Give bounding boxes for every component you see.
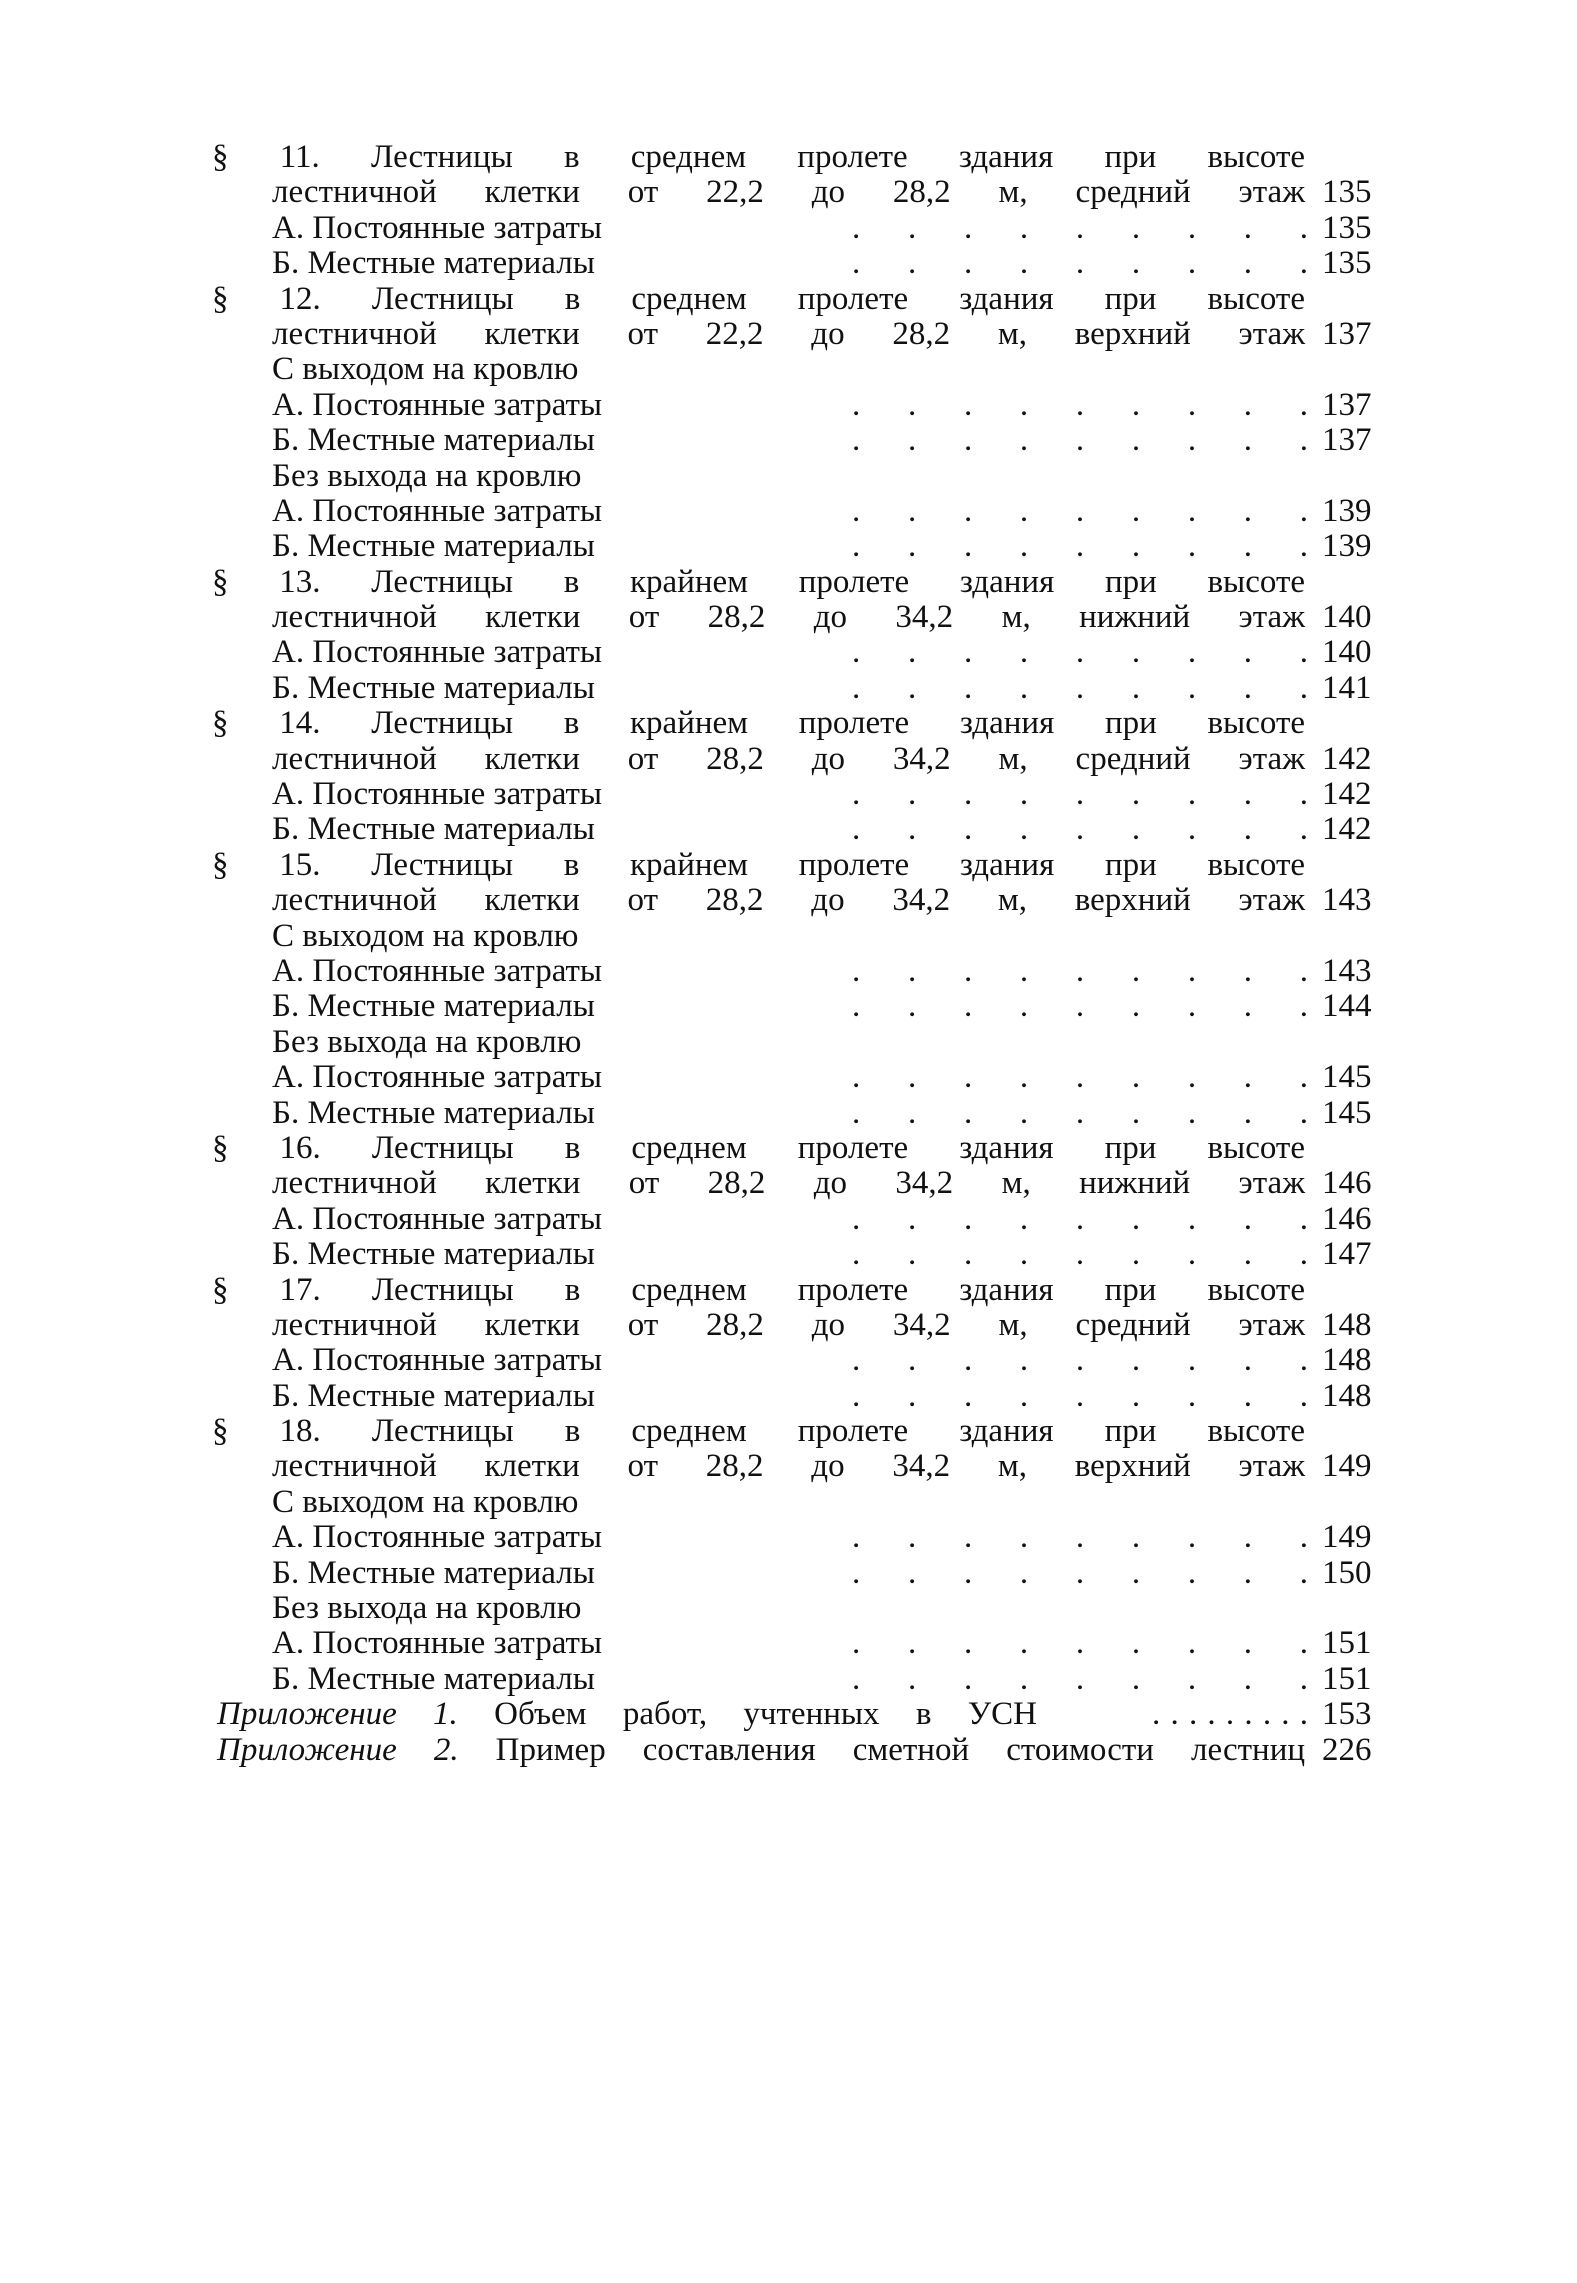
page-number: 148 <box>1322 1377 1372 1414</box>
entry-label: А. Постоянные затраты <box>272 1059 603 1096</box>
section-title-line <box>212 282 1305 317</box>
toc-entry <box>212 635 1392 670</box>
section-number: § 11. <box>212 139 320 175</box>
page-number: 144 <box>1322 988 1372 1025</box>
leader-dots: . . . . . . . . . <box>852 1377 1308 1414</box>
page-number: 137 <box>1322 386 1372 423</box>
toc-entry <box>212 1237 1392 1272</box>
page-number: 140 <box>1322 634 1372 671</box>
section-title-continuation: лестничной клетки от 28,2 до 34,2 м, средний этаж <box>272 740 1305 777</box>
entry-label: Б. Местные материалы <box>272 422 595 459</box>
section-heading <box>212 282 1392 317</box>
page-number: 139 <box>1322 528 1372 565</box>
section-title: Лестницы в среднем пролете здания при высоте <box>371 1129 1306 1166</box>
section-heading-continuation <box>212 1449 1392 1484</box>
page-number: 146 <box>1322 1165 1372 1202</box>
entry-label: А. Постоянные затраты <box>272 634 603 671</box>
section-heading <box>212 1414 1392 1449</box>
toc-entry <box>212 989 1392 1024</box>
section-title: Лестницы в крайнем пролете здания при высоте <box>371 705 1306 742</box>
toc-entry <box>212 1520 1392 1555</box>
subsection-title: Без выхода на кровлю <box>272 457 582 494</box>
leader-dots: . . . . . . . . . <box>852 669 1308 706</box>
section-title: Лестницы в среднем пролете здания при высоте <box>370 139 1306 175</box>
toc-entry <box>212 671 1392 706</box>
page-number: 139 <box>1322 492 1372 529</box>
leader-dots: . . . . . . . . . <box>852 386 1308 423</box>
entry-label: Б. Местные материалы <box>272 1236 595 1273</box>
entry-label: Б. Местные материалы <box>272 811 595 848</box>
leader-dots: . . . . . . . . . <box>852 776 1308 813</box>
page-number: 135 <box>1322 209 1372 246</box>
section-heading <box>212 140 1392 175</box>
subsection-title: С выходом на кровлю <box>272 1483 579 1520</box>
page-number: 145 <box>1322 1094 1372 1131</box>
section-title-line <box>212 140 1305 175</box>
appendix-title: Пример составления сметной стоимости лестниц <box>495 1731 1306 1768</box>
entry-label: А. Постоянные затраты <box>272 1342 603 1379</box>
subsection-heading <box>212 919 1392 954</box>
section-number: § 18. <box>212 1413 321 1450</box>
page-number: 150 <box>1322 1554 1372 1591</box>
toc-entry <box>212 1096 1392 1131</box>
leader-dots: . . . . . . . . . <box>852 1200 1308 1237</box>
leader-dots: . . . . . . . . . <box>852 634 1308 671</box>
section-title-line <box>212 565 1305 600</box>
leader-dots: . . . . . . . . . <box>852 209 1308 246</box>
leader-dots: . . . . . . . . . <box>1152 1696 1308 1733</box>
section-title-line <box>212 1273 1305 1308</box>
appendix-line <box>217 1733 1305 1768</box>
section-title: Лестницы в среднем пролете здания при высоте <box>371 1413 1306 1450</box>
entry-label: А. Постоянные затраты <box>272 386 603 423</box>
entry-label: А. Постоянные затраты <box>272 492 603 529</box>
entry-label: А. Постоянные затраты <box>272 1625 603 1662</box>
toc-entry <box>212 388 1392 423</box>
leader-dots: . . . . . . . . . <box>852 1059 1308 1096</box>
page-number: 148 <box>1322 1342 1372 1379</box>
section-heading <box>212 1131 1392 1166</box>
toc-entry <box>212 777 1392 812</box>
subsection-heading <box>212 1025 1392 1060</box>
section-title-line <box>212 1131 1305 1166</box>
appendix-entry <box>212 1733 1392 1768</box>
toc-entry <box>212 1662 1392 1697</box>
page-number: 142 <box>1322 740 1372 777</box>
entry-label: А. Постоянные затраты <box>272 1519 603 1556</box>
appendix-title: Объем работ, учтенных в УСН <box>494 1696 1038 1733</box>
leader-dots: . . . . . . . . . <box>852 1094 1308 1131</box>
section-title: Лестницы в крайнем пролете здания при высоте <box>371 563 1306 600</box>
page-number: 148 <box>1322 1306 1372 1343</box>
subsection-title: С выходом на кровлю <box>272 917 579 954</box>
leader-dots: . . . . . . . . . <box>852 528 1308 565</box>
toc-entry <box>212 1343 1392 1378</box>
entry-label: Б. Местные материалы <box>272 1094 595 1131</box>
appendix-line <box>217 1697 1037 1732</box>
subsection-title: Без выхода на кровлю <box>272 1590 582 1627</box>
page-number: 151 <box>1322 1625 1372 1662</box>
section-title: Лестницы в среднем пролете здания при высоте <box>371 1271 1306 1308</box>
leader-dots: . . . . . . . . . <box>852 952 1308 989</box>
entry-label: Б. Местные материалы <box>272 245 595 282</box>
section-heading <box>212 1273 1392 1308</box>
entry-label: Б. Местные материалы <box>272 669 595 706</box>
page-number: 140 <box>1322 599 1372 636</box>
page-number: 142 <box>1322 776 1372 813</box>
entry-label: Б. Местные материалы <box>272 1660 595 1697</box>
page-number: 153 <box>1322 1696 1372 1733</box>
leader-dots: . . . . . . . . . <box>852 1554 1308 1591</box>
section-title-line <box>212 1414 1305 1449</box>
entry-label: А. Постоянные затраты <box>272 209 603 246</box>
page-number: 149 <box>1322 1519 1372 1556</box>
leader-dots: . . . . . . . . . <box>852 1660 1308 1697</box>
toc-entry <box>212 423 1392 458</box>
page-number: 141 <box>1322 669 1372 706</box>
section-title-continuation: лестничной клетки от 22,2 до 28,2 м, верхний этаж <box>272 315 1305 352</box>
section-heading-continuation <box>212 317 1392 352</box>
toc-entry <box>212 954 1392 989</box>
section-number: § 12. <box>212 280 321 317</box>
toc-entry <box>212 1202 1392 1237</box>
section-number: § 13. <box>212 563 321 600</box>
section-title-line <box>212 706 1305 741</box>
subsection-heading <box>212 459 1392 494</box>
leader-dots: . . . . . . . . . <box>852 1625 1308 1662</box>
page-number: 135 <box>1322 174 1372 211</box>
section-title-line <box>212 848 1305 883</box>
page-number: 149 <box>1322 1448 1372 1485</box>
leader-dots: . . . . . . . . . <box>852 988 1308 1025</box>
section-heading <box>212 848 1392 883</box>
toc-entry <box>212 211 1392 246</box>
section-number: § 16. <box>212 1129 321 1166</box>
leader-dots: . . . . . . . . . <box>852 1236 1308 1273</box>
toc-entry <box>212 812 1392 847</box>
subsection-title: Без выхода на кровлю <box>272 1023 582 1060</box>
section-title: Лестницы в крайнем пролете здания при высоте <box>371 846 1306 883</box>
page-number: 143 <box>1322 882 1372 919</box>
page-number: 137 <box>1322 422 1372 459</box>
section-title-continuation: лестничной клетки от 22,2 до 28,2 м, средний этаж <box>272 174 1305 211</box>
toc-entry <box>212 1060 1392 1095</box>
leader-dots: . . . . . . . . . <box>852 1342 1308 1379</box>
toc-entry <box>212 1626 1392 1661</box>
section-heading-continuation <box>212 742 1392 777</box>
section-number: § 14. <box>212 705 321 742</box>
page-number: 151 <box>1322 1660 1372 1697</box>
toc-entry <box>212 1379 1392 1414</box>
entry-label: Б. Местные материалы <box>272 988 595 1025</box>
entry-label: А. Постоянные затраты <box>272 1200 603 1237</box>
entry-label: А. Постоянные затраты <box>272 952 603 989</box>
page-number: 135 <box>1322 245 1372 282</box>
entry-label: Б. Местные материалы <box>272 528 595 565</box>
leader-dots: . . . . . . . . . <box>852 422 1308 459</box>
section-title-continuation: лестничной клетки от 28,2 до 34,2 м, нижний этаж <box>272 599 1305 636</box>
section-heading-continuation <box>212 175 1392 210</box>
section-title-continuation: лестничной клетки от 28,2 до 34,2 м, верхний этаж <box>272 882 1305 919</box>
page-number: 146 <box>1322 1200 1372 1237</box>
subsection-heading <box>212 1591 1392 1626</box>
toc-entry <box>212 494 1392 529</box>
entry-label: А. Постоянные затраты <box>272 776 603 813</box>
section-title-continuation: лестничной клетки от 28,2 до 34,2 м, верхний этаж <box>272 1448 1305 1485</box>
section-heading-continuation <box>212 1308 1392 1343</box>
leader-dots: . . . . . . . . . <box>852 492 1308 529</box>
page-number: 145 <box>1322 1059 1372 1096</box>
section-number: § 15. <box>212 846 321 883</box>
section-title-continuation: лестничной клетки от 28,2 до 34,2 м, средний этаж <box>272 1306 1305 1343</box>
leader-dots: . . . . . . . . . <box>852 1519 1308 1556</box>
subsection-heading <box>212 352 1392 387</box>
page-number: 137 <box>1322 315 1372 352</box>
leader-dots: . . . . . . . . . <box>852 811 1308 848</box>
appendix-name: Приложение 2. <box>217 1731 459 1768</box>
page-number: 142 <box>1322 811 1372 848</box>
section-title-continuation: лестничной клетки от 28,2 до 34,2 м, нижний этаж <box>272 1165 1305 1202</box>
subsection-heading <box>212 1485 1392 1520</box>
section-title: Лестницы в среднем пролете здания при высоте <box>371 280 1306 317</box>
section-heading-continuation <box>212 883 1392 918</box>
toc-entry <box>212 246 1392 281</box>
section-number: § 17. <box>212 1271 321 1308</box>
page-number: 147 <box>1322 1236 1372 1273</box>
section-heading-continuation <box>212 1166 1392 1201</box>
appendix-entry <box>212 1697 1392 1732</box>
section-heading-continuation <box>212 600 1392 635</box>
appendix-name: Приложение 1. <box>217 1696 458 1733</box>
page-number: 226 <box>1322 1731 1372 1768</box>
toc-entry <box>212 529 1392 564</box>
subsection-title: С выходом на кровлю <box>272 351 579 388</box>
page-number: 143 <box>1322 952 1372 989</box>
section-heading <box>212 565 1392 600</box>
entry-label: Б. Местные материалы <box>272 1554 595 1591</box>
entry-label: Б. Местные материалы <box>272 1377 595 1414</box>
leader-dots: . . . . . . . . . <box>852 245 1308 282</box>
toc-entry <box>212 1556 1392 1591</box>
table-of-contents <box>212 140 1392 1768</box>
section-heading <box>212 706 1392 741</box>
